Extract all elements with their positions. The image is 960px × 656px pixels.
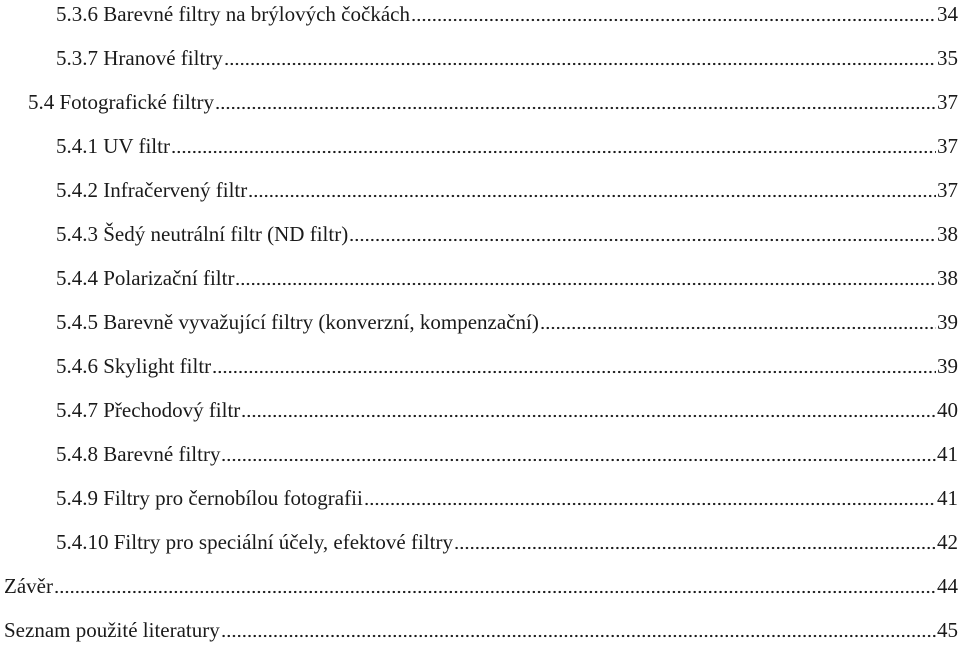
toc-dot-leader [540,326,936,330]
toc-entry-title: 5.4.9 Filtry pro černobílou fotografii [56,486,363,510]
toc-entry-title: 5.3.7 Hranové filtry [56,46,223,70]
toc-entry-page: 40 [937,398,958,422]
toc-entry[interactable] [56,172,958,202]
toc-dot-leader [224,62,936,66]
toc-entry-title: 5.4.6 Skylight filtr [56,354,212,378]
toc-dot-leader [349,238,936,242]
toc-entry[interactable] [56,348,958,378]
toc-entry-page: 39 [937,354,958,378]
toc-entry[interactable] [28,84,958,114]
toc-entry[interactable] [56,480,958,510]
toc-dot-leader [248,194,936,198]
toc-entry-page: 39 [937,310,958,334]
toc-entry-title: 5.4.4 Polarizační filtr [56,266,235,290]
toc-entry[interactable] [56,524,958,554]
toc-entry-title: 5.4.2 Infračervený filtr [56,178,248,202]
toc-dot-leader [221,634,936,638]
toc-entry-page: 41 [937,486,958,510]
toc-dot-leader [221,458,936,462]
toc-entry-page: 37 [937,178,958,202]
toc-dot-leader [364,502,936,506]
toc-entry-title: Závěr [4,574,53,598]
toc-entry-page: 42 [937,530,958,554]
toc-entry[interactable] [56,216,958,246]
toc-entry-title: 5.4.1 UV filtr [56,134,170,158]
toc-dot-leader [235,282,936,286]
toc-entry[interactable] [4,612,958,642]
toc-entry[interactable] [56,40,958,70]
toc-entry-title: 5.4.3 Šedý neutrální filtr (ND filtr) [56,222,349,246]
toc-entry-title: Seznam použité literatury [4,618,220,642]
toc-entry[interactable] [4,568,958,598]
toc-entry[interactable] [56,0,958,26]
toc-entry[interactable] [56,392,958,422]
toc-entry[interactable] [56,128,958,158]
toc-entry[interactable] [56,260,958,290]
toc-entry-title: 5.4 Fotografické filtry [28,90,215,114]
toc-entry-page: 34 [937,2,958,26]
toc-dot-leader [411,18,936,22]
toc-entry-title: 5.4.5 Barevně vyvažující filtry (konverzní, kompenzační) [56,310,539,334]
toc-dot-leader [171,150,936,154]
toc-dot-leader [241,414,936,418]
toc-entry[interactable] [56,304,958,334]
toc-dot-leader [454,546,936,550]
toc-dot-leader [54,590,936,594]
toc-entry-page: 38 [937,266,958,290]
toc-entry-page: 44 [937,574,958,598]
toc-entry-page: 37 [937,90,958,114]
toc-entry-title: 5.4.7 Přechodový filtr [56,398,241,422]
toc-entry-page: 35 [937,46,958,70]
toc-entry-page: 45 [937,618,958,642]
toc-entry[interactable] [56,436,958,466]
toc-dot-leader [215,106,936,110]
toc-entry-page: 37 [937,134,958,158]
toc-entry-page: 41 [937,442,958,466]
toc-entry-title: 5.4.8 Barevné filtry [56,442,221,466]
toc-dot-leader [212,370,936,374]
toc-entry-title: 5.4.10 Filtry pro speciální účely, efektové filtry [56,530,453,554]
toc-entry-title: 5.3.6 Barevné filtry na brýlových čočkách [56,2,410,26]
toc-entry-page: 38 [937,222,958,246]
